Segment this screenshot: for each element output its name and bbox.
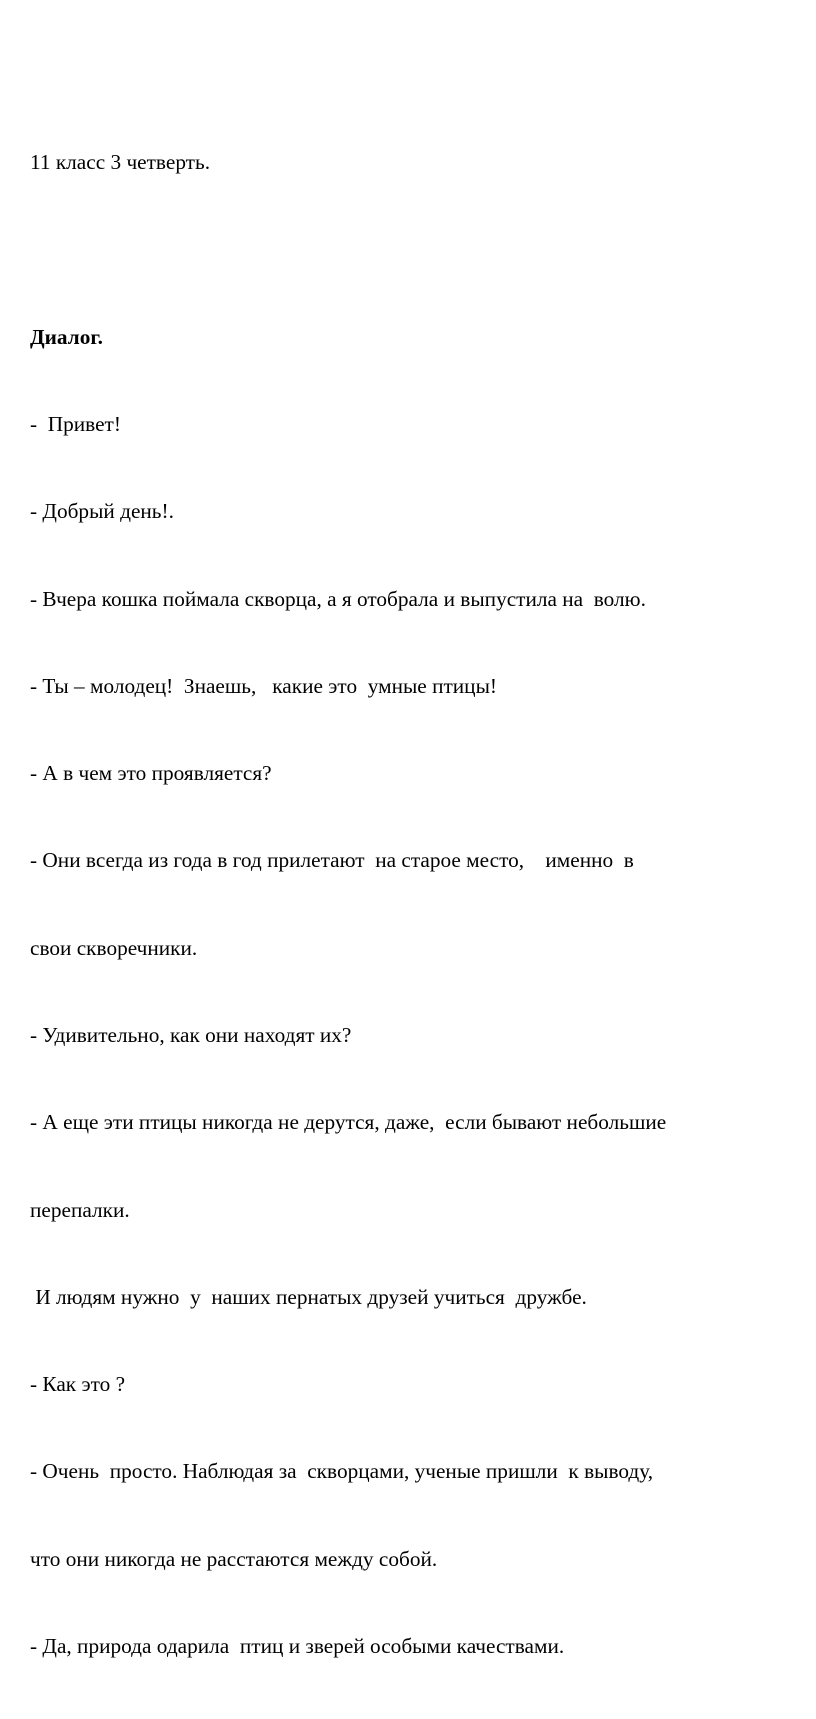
grade-quarter-line: 11 класс 3 четверть. bbox=[30, 150, 211, 175]
dialog-line: - Как это ? bbox=[30, 1372, 126, 1397]
dialog-line: - Привет! bbox=[30, 412, 121, 437]
dialog-line: - А в чем это проявляется? bbox=[30, 761, 272, 786]
dialog-line: И людям нужно у наших пернатых друзей учиться дружбе. bbox=[30, 1284, 587, 1309]
dialog-line: - Они всегда из года в год прилетают на старое место, именно в bbox=[30, 848, 634, 873]
blank-line bbox=[30, 235, 810, 264]
dialog-title: Диалог. bbox=[30, 324, 103, 349]
dialog-line: - Да, природа одарила птиц и зверей особыми качествами. bbox=[30, 1633, 565, 1658]
dialog-line: - А еще эти птицы никогда не дерутся, даже, если бывают небольшие bbox=[30, 1110, 667, 1135]
dialog-line: - Вчера кошка поймала скворца, а я отобрала и выпустила на волю. bbox=[30, 586, 646, 611]
document-body bbox=[30, 90, 810, 1719]
dialog-line: - Очень просто. Наблюдая за скворцами, ученые пришли к выводу, bbox=[30, 1459, 654, 1484]
dialog-line: перепалки. bbox=[30, 1197, 130, 1222]
dialog-line: свои скворечники. bbox=[30, 935, 198, 960]
dialog-line: что они никогда не расстаются между собой. bbox=[30, 1546, 438, 1571]
dialog-line: - Удивительно, как они находят их? bbox=[30, 1023, 352, 1047]
dialog-line: - Добрый день!. bbox=[30, 499, 174, 524]
dialog-line: - Ты – молодец! Знаешь, какие это умные птицы! bbox=[30, 673, 497, 698]
